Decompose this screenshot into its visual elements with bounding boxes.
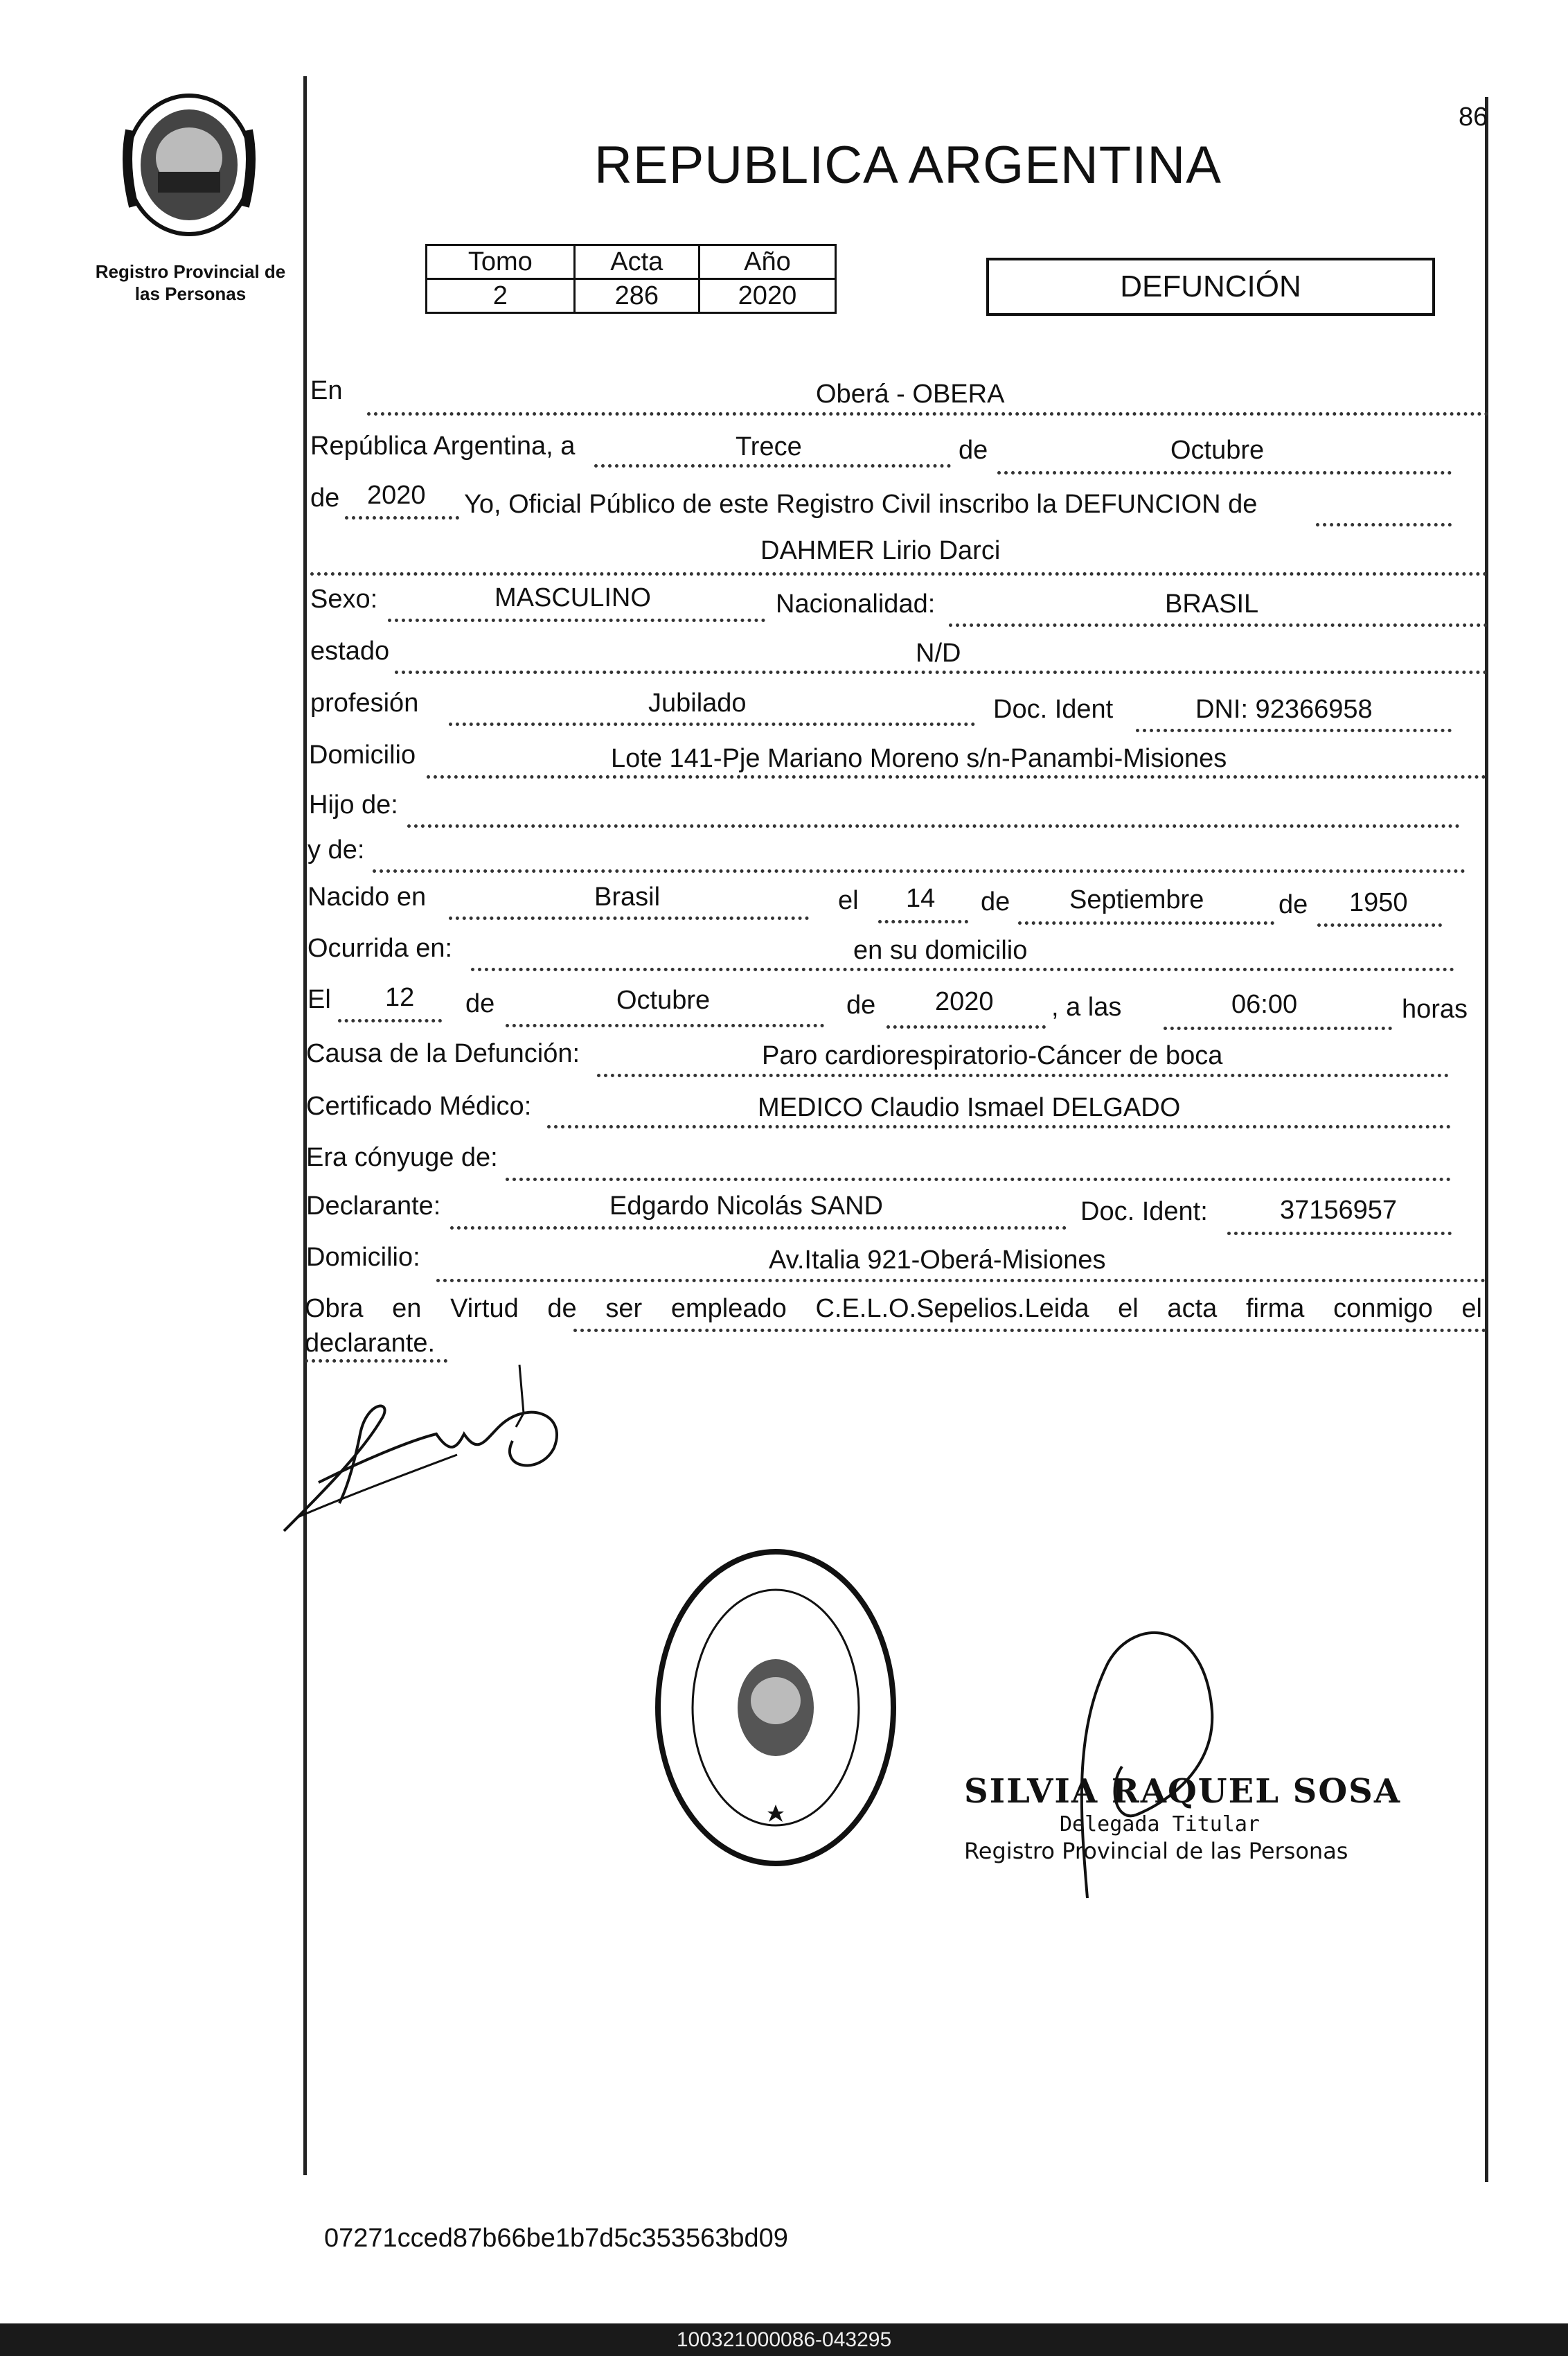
ocurrida-value: en su domicilio — [853, 936, 1028, 965]
ocurrida-dots — [471, 968, 1454, 971]
certificado-value: MEDICO Claudio Ismael DELGADO — [758, 1093, 1181, 1122]
nacionalidad-value: BRASIL — [1165, 590, 1259, 619]
doc-ident-value: DNI: 92366958 — [1195, 695, 1373, 724]
reference-table — [425, 244, 837, 314]
name-dots — [310, 572, 1488, 576]
profesion-value: Jubilado — [648, 689, 747, 718]
hijo-label: Hijo de: — [309, 790, 398, 820]
declarante-dots — [450, 1226, 1067, 1230]
de1-label: de — [959, 436, 988, 465]
year1-value: 2020 — [367, 481, 426, 510]
year1-dots — [345, 516, 459, 520]
doc-ident-dots — [1136, 729, 1452, 732]
domicilio-label: Domicilio — [309, 741, 416, 770]
right-margin-line — [1485, 97, 1488, 2182]
birth-day-dots — [878, 920, 968, 923]
obra-line2: declarante. — [305, 1329, 436, 1358]
deceased-name: DAHMER Lirio Darci — [760, 536, 1001, 565]
death-time: 06:00 — [1231, 990, 1298, 1019]
declarant-signature — [277, 1358, 582, 1538]
republica-label: República Argentina, a — [310, 432, 576, 461]
birth-year: 1950 — [1349, 888, 1408, 917]
page-title: REPUBLICA ARGENTINA — [594, 136, 1222, 195]
doc-ident-label: Doc. Ident — [993, 695, 1114, 724]
domicilio-value: Lote 141-Pje Mariano Moreno s/n-Panambi-Misiones — [611, 744, 1227, 773]
yo-text: Yo, Oficial Público de este Registro Civil inscribo la DEFUNCION de — [464, 490, 1258, 519]
death-month-dots — [506, 1024, 824, 1027]
declarante-label: Declarante: — [306, 1192, 441, 1221]
el2-label: El — [308, 985, 331, 1014]
ano-value: 2020 — [699, 279, 835, 313]
birth-month: Septiembre — [1069, 885, 1204, 914]
de2-label: de — [310, 484, 340, 513]
birth-day: 14 — [906, 884, 936, 913]
doc-ident2-dots — [1227, 1232, 1452, 1235]
causa-dots — [597, 1074, 1449, 1077]
de6-label: de — [846, 991, 876, 1020]
registry-label — [83, 260, 298, 305]
causa-label: Causa de la Defunción: — [306, 1039, 580, 1068]
death-month: Octubre — [616, 986, 711, 1015]
ano-header: Año — [699, 245, 835, 279]
de3-label: de — [981, 887, 1010, 916]
signatory-name: SILVIA RAQUEL SOSA — [964, 1772, 1402, 1811]
sexo-value: MASCULINO — [495, 583, 651, 612]
de5-label: de — [465, 989, 495, 1018]
death-time-dots — [1164, 1027, 1392, 1030]
registry-label-line1: Registro Provincial de — [95, 261, 286, 282]
official-signature — [1032, 1607, 1295, 1912]
day-dots — [594, 464, 951, 468]
en-value: Oberá - OBERA — [816, 380, 1005, 409]
obra-line1: Obra en Virtud de ser empleado C.E.L.O.Sepelios.Leida el acta firma conmigo el — [305, 1294, 1482, 1323]
death-year-dots — [887, 1025, 1046, 1029]
domicilio-dots — [427, 775, 1486, 779]
yde-label: y de: — [308, 835, 365, 865]
nacido-value: Brasil — [594, 883, 661, 912]
death-day-dots — [338, 1019, 442, 1022]
record-type-box — [986, 258, 1435, 316]
left-margin-line — [303, 76, 307, 2175]
estado-dots — [395, 671, 1488, 674]
tomo-value: 2 — [427, 279, 575, 313]
acta-value: 286 — [574, 279, 699, 313]
month1-dots — [997, 471, 1452, 475]
declarante-value: Edgardo Nicolás SAND — [609, 1192, 883, 1221]
nacido-label: Nacido en — [308, 883, 427, 912]
alas-label: , a las — [1051, 993, 1122, 1022]
profesion-dots — [449, 723, 975, 726]
signatory-office: Registro Provincial de las Personas — [964, 1838, 1348, 1864]
tomo-header: Tomo — [427, 245, 575, 279]
certificado-dots — [547, 1125, 1451, 1128]
domicilio2-label: Domicilio: — [306, 1243, 420, 1272]
nacido-dots — [449, 916, 809, 920]
day-word: Trece — [736, 432, 802, 461]
profesion-label: profesión — [310, 689, 419, 718]
domicilio2-dots — [436, 1279, 1486, 1282]
signatory-role: Delegada Titular — [1060, 1812, 1260, 1836]
nacionalidad-label: Nacionalidad: — [776, 590, 936, 619]
sexo-label: Sexo: — [310, 585, 378, 614]
en-dots — [367, 412, 1489, 416]
record-type: DEFUNCIÓN — [1120, 269, 1301, 303]
death-year: 2020 — [935, 987, 994, 1016]
footer-code: 100321000086-043295 — [676, 2328, 892, 2351]
month1-value: Octubre — [1170, 436, 1265, 465]
signatory-block — [964, 1772, 1401, 1864]
yde-dots — [373, 869, 1465, 873]
obra-dots — [573, 1329, 1486, 1332]
conyuge-label: Era cónyuge de: — [306, 1143, 498, 1172]
domicilio2-value: Av.Italia 921-Oberá-Misiones — [769, 1246, 1106, 1275]
horas-label: horas — [1402, 995, 1468, 1024]
certificado-label: Certificado Médico: — [306, 1092, 532, 1121]
de4-label: de — [1279, 890, 1308, 919]
page-number: 86 — [1459, 103, 1488, 132]
causa-value: Paro cardiorespiratorio-Cáncer de boca — [762, 1041, 1223, 1070]
hijo-dots — [407, 824, 1460, 828]
sexo-dots — [388, 619, 765, 622]
yo-dots — [1316, 523, 1452, 526]
conyuge-dots — [506, 1178, 1451, 1181]
doc-ident2-label: Doc. Ident: — [1080, 1197, 1208, 1226]
footer-bar — [0, 2323, 1568, 2356]
estado-label: estado — [310, 637, 390, 666]
acta-header: Acta — [574, 245, 699, 279]
el-label: el — [838, 886, 859, 915]
doc-ident2-value: 37156957 — [1280, 1196, 1398, 1225]
nacionalidad-dots — [949, 623, 1488, 627]
registry-label-line2: las Personas — [134, 283, 247, 304]
death-day: 12 — [385, 983, 415, 1012]
official-seal — [651, 1545, 900, 1870]
ocurrida-label: Ocurrida en: — [308, 934, 453, 963]
en-label: En — [310, 376, 343, 405]
birth-month-dots — [1018, 921, 1274, 925]
birth-year-dots — [1317, 923, 1442, 927]
estado-value: N/D — [916, 639, 961, 668]
document-hash: 07271cced87b66be1b7d5c353563bd09 — [324, 2224, 788, 2253]
province-emblem — [116, 89, 262, 241]
